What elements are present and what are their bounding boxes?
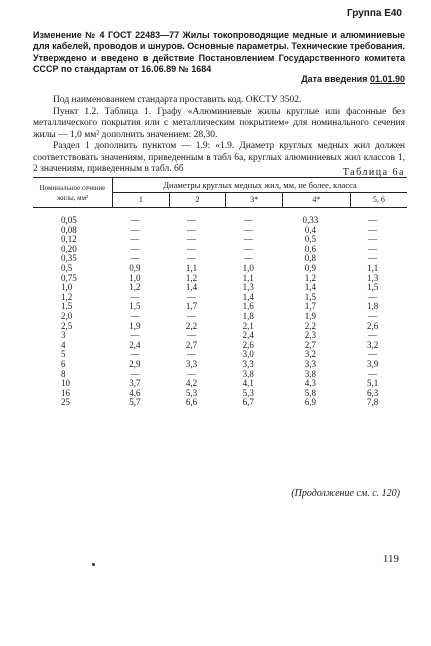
diameter-cell: — xyxy=(243,253,253,264)
diameter-cell: — xyxy=(130,215,140,225)
table-row xyxy=(33,254,407,264)
table-row xyxy=(33,350,407,360)
diameter-cell: 7,8 xyxy=(366,397,379,408)
page-number: 119 xyxy=(382,553,399,565)
paragraph-3: Раздел 1 дополнить пунктом — 1.9: «1.9. Диаметр круглых медных жил должен соответствовать значениям, приведенным в табл 6а, круглых алюминиевых жил классов 1, 2 значениям, приведенным в табл. 6б xyxy=(33,141,405,174)
effective-date xyxy=(301,74,405,84)
section-cell: 2,5 xyxy=(61,320,73,331)
table-row xyxy=(33,331,407,341)
section-cell: 25 xyxy=(61,397,70,408)
diameter-cell: 3,7 xyxy=(129,378,141,389)
diameter-cell: — xyxy=(243,234,253,245)
diameter-cell: 2,7 xyxy=(185,339,198,350)
diameter-cell: 1,2 xyxy=(304,272,317,283)
diameter-cell: 6,6 xyxy=(185,397,198,408)
diameter-cell: 3,3 xyxy=(185,358,198,369)
diameter-cell: 2,6 xyxy=(242,339,254,350)
class-header: 4* xyxy=(283,193,351,208)
table-row xyxy=(33,208,407,226)
diameter-cell: — xyxy=(368,291,378,302)
diameter-cell: 1,1 xyxy=(185,262,198,273)
diameter-cell: 2,1 xyxy=(242,320,254,331)
table-row xyxy=(33,370,407,380)
diameter-cell: 1,3 xyxy=(366,272,379,283)
table-row xyxy=(33,245,407,255)
table-row xyxy=(33,274,407,284)
diameter-cell: 5,1 xyxy=(366,378,379,389)
diameter-cell: 3,2 xyxy=(304,349,317,360)
diameter-cell: 4,6 xyxy=(129,387,141,398)
section-cell: 3 xyxy=(61,330,66,341)
diameter-cell: — xyxy=(368,368,378,379)
class-header: 3* xyxy=(226,193,283,208)
diameter-cell: 0,6 xyxy=(304,243,317,254)
diameter-cell: 3,9 xyxy=(366,358,379,369)
diameter-cell: — xyxy=(187,349,197,360)
diameter-cell: — xyxy=(368,234,378,245)
diameter-cell: — xyxy=(368,224,378,235)
table-row xyxy=(33,226,407,236)
diameter-cell: 1,7 xyxy=(185,301,198,312)
diameter-cell: 2,6 xyxy=(366,320,379,331)
diameter-cell: 0,4 xyxy=(304,224,317,235)
diameter-cell: — xyxy=(187,234,197,245)
diameter-cell: 5,3 xyxy=(185,387,198,398)
section-cell: 4 xyxy=(61,339,66,350)
diameter-cell: — xyxy=(130,234,140,245)
table-row xyxy=(33,283,407,293)
diameter-cell: 4,3 xyxy=(304,378,317,389)
diameter-cell: — xyxy=(243,215,253,225)
diameter-cell: 3,3 xyxy=(242,358,254,369)
diameter-cell: — xyxy=(187,368,197,379)
diameter-cell: 1,4 xyxy=(304,282,317,293)
diameter-cell: — xyxy=(187,243,197,254)
diameter-cell: 1,9 xyxy=(304,310,317,321)
diameter-cell: 0,8 xyxy=(304,253,317,264)
table-row xyxy=(33,341,407,351)
table-row xyxy=(33,379,407,389)
date-value: 01.01.90 xyxy=(369,74,405,84)
diameter-cell: 5,7 xyxy=(129,397,141,408)
diameter-cell: — xyxy=(130,291,140,302)
diameter-cell: — xyxy=(243,224,253,235)
diameter-cell: 1,1 xyxy=(242,272,254,283)
section-cell: 6 xyxy=(61,358,66,369)
date-label: Дата введения xyxy=(301,74,368,84)
diameter-cell: 2,4 xyxy=(129,339,141,350)
diameter-cell: 1,0 xyxy=(242,262,254,273)
diameter-cell: 0,5 xyxy=(304,234,317,245)
diameter-cell: — xyxy=(187,310,197,321)
diameter-cell: 1,9 xyxy=(129,320,141,331)
diameter-cell: 6,9 xyxy=(304,397,317,408)
section-cell: 0,05 xyxy=(61,215,77,225)
table-row xyxy=(33,293,407,303)
diameter-cell: 0,9 xyxy=(304,262,317,273)
diameter-cell: 1,6 xyxy=(242,301,254,312)
class-header: 5, 6 xyxy=(350,193,407,208)
section-cell: 5 xyxy=(61,349,66,360)
diameter-cell: 6,3 xyxy=(366,387,379,398)
diameter-cell: 3,0 xyxy=(242,349,254,360)
diameter-cell: — xyxy=(130,243,140,254)
group-header: Диаметры круглых медных жил, мм, не более, класса xyxy=(113,178,408,193)
diameter-cell: — xyxy=(130,310,140,321)
diameter-cell: 1,8 xyxy=(366,301,379,312)
diameter-cell: 1,8 xyxy=(242,310,254,321)
table-row xyxy=(33,398,407,408)
diameter-cell: — xyxy=(243,243,253,254)
body-text xyxy=(33,95,405,176)
section-cell: 10 xyxy=(61,378,70,389)
diameter-cell: — xyxy=(130,224,140,235)
section-cell: 2,0 xyxy=(61,310,73,321)
diameter-cell: 5,3 xyxy=(242,387,254,398)
diameter-cell: 3,8 xyxy=(304,368,317,379)
diameter-cell: — xyxy=(130,349,140,360)
section-cell: 0,5 xyxy=(61,262,73,273)
diameter-cell: — xyxy=(187,291,197,302)
diameter-cell: 1,5 xyxy=(304,291,317,302)
diameter-cell: — xyxy=(130,330,140,341)
diameter-cell: — xyxy=(187,253,197,264)
section-cell: 0,08 xyxy=(61,224,77,235)
diameter-cell: — xyxy=(130,368,140,379)
section-cell: 0,20 xyxy=(61,243,77,254)
section-cell: 1,2 xyxy=(61,291,73,302)
diameter-cell: 1,4 xyxy=(185,282,198,293)
class-header: 1 xyxy=(113,193,170,208)
diameter-cell: 5,8 xyxy=(304,387,317,398)
continuation-note: (Продолжение см. с. 120) xyxy=(291,488,400,499)
paragraph-1: Под наименованием стандарта проставить код. ОКСТУ 3502. xyxy=(53,95,302,105)
diameter-cell: 2,2 xyxy=(185,320,198,331)
diameter-cell: — xyxy=(368,215,378,225)
table-row xyxy=(33,302,407,312)
diameter-cell: 3,3 xyxy=(304,358,317,369)
diameter-cell: 1,2 xyxy=(129,282,141,293)
diameter-cell: — xyxy=(368,253,378,264)
group-code: Группа Е40 xyxy=(346,8,402,19)
diameter-cell: 0,33 xyxy=(302,215,319,225)
diameter-cell: — xyxy=(130,253,140,264)
diameter-cell: 1,0 xyxy=(129,272,141,283)
class-header: 2 xyxy=(169,193,226,208)
page-mark-dot xyxy=(92,563,95,566)
diameter-cell: 1,4 xyxy=(242,291,254,302)
diameter-cell: 4,1 xyxy=(242,378,254,389)
section-cell: 1,5 xyxy=(61,301,73,312)
diameter-cell: — xyxy=(187,215,197,225)
diameter-cell: — xyxy=(368,243,378,254)
col-header-section: Номинальное сечение жилы, мм² xyxy=(33,178,113,208)
diameter-cell: — xyxy=(368,330,378,341)
paragraph-2: Пункт 1.2. Таблица 1. Графу «Алюминиевые жилы круглые или фасонные без металлического покрытия или с металлическим покрытием» для номинального сечения жилы — 1,0 мм² дополнить значением: 28,30. xyxy=(33,106,405,140)
diameter-cell: 1,1 xyxy=(366,262,379,273)
change-title: Изменение № 4 ГОСТ 22483—77 Жилы токопроводящие медные и алюминиевые для кабелей, проводов и шнуров. Основные параметры. Технические требования. xyxy=(33,30,405,51)
diameter-cell: — xyxy=(187,224,197,235)
diameter-cell: 1,3 xyxy=(242,282,254,293)
section-cell: 0,12 xyxy=(61,234,77,245)
table-row xyxy=(33,389,407,399)
diameter-table xyxy=(33,177,407,408)
diameter-cell: 2,3 xyxy=(304,330,317,341)
diameter-cell: — xyxy=(368,349,378,360)
table-caption: Таблица 6а xyxy=(342,167,405,178)
section-cell: 16 xyxy=(61,387,70,398)
table-row xyxy=(33,322,407,332)
diameter-cell: 0,9 xyxy=(129,262,141,273)
diameter-cell: 6,7 xyxy=(242,397,254,408)
diameter-cell: 1,7 xyxy=(304,301,317,312)
diameter-cell: 1,5 xyxy=(366,282,379,293)
table-row xyxy=(33,264,407,274)
table-row xyxy=(33,235,407,245)
section-cell: 1,0 xyxy=(61,282,73,293)
diameter-cell: 3,2 xyxy=(366,339,379,350)
diameter-cell: 2,9 xyxy=(129,358,141,369)
table-row xyxy=(33,312,407,322)
diameter-cell: 2,7 xyxy=(304,339,317,350)
section-cell: 8 xyxy=(61,368,66,379)
diameter-cell: 4,2 xyxy=(185,378,198,389)
diameter-cell: 2,4 xyxy=(242,330,254,341)
section-cell: 0,35 xyxy=(61,253,77,264)
diameter-cell: — xyxy=(187,330,197,341)
diameter-cell: 2,2 xyxy=(304,320,317,331)
table-row xyxy=(33,360,407,370)
diameter-cell: 1,5 xyxy=(129,301,141,312)
diameter-cell: 3,8 xyxy=(242,368,254,379)
section-cell: 0,75 xyxy=(61,272,77,283)
approval-statement: Утверждено и введено в действие Постановлением Государственного комитета СССР по стандартам от 16.06.89 № 1684 xyxy=(33,53,405,74)
diameter-cell: 1,2 xyxy=(185,272,198,283)
diameter-cell: — xyxy=(368,310,378,321)
